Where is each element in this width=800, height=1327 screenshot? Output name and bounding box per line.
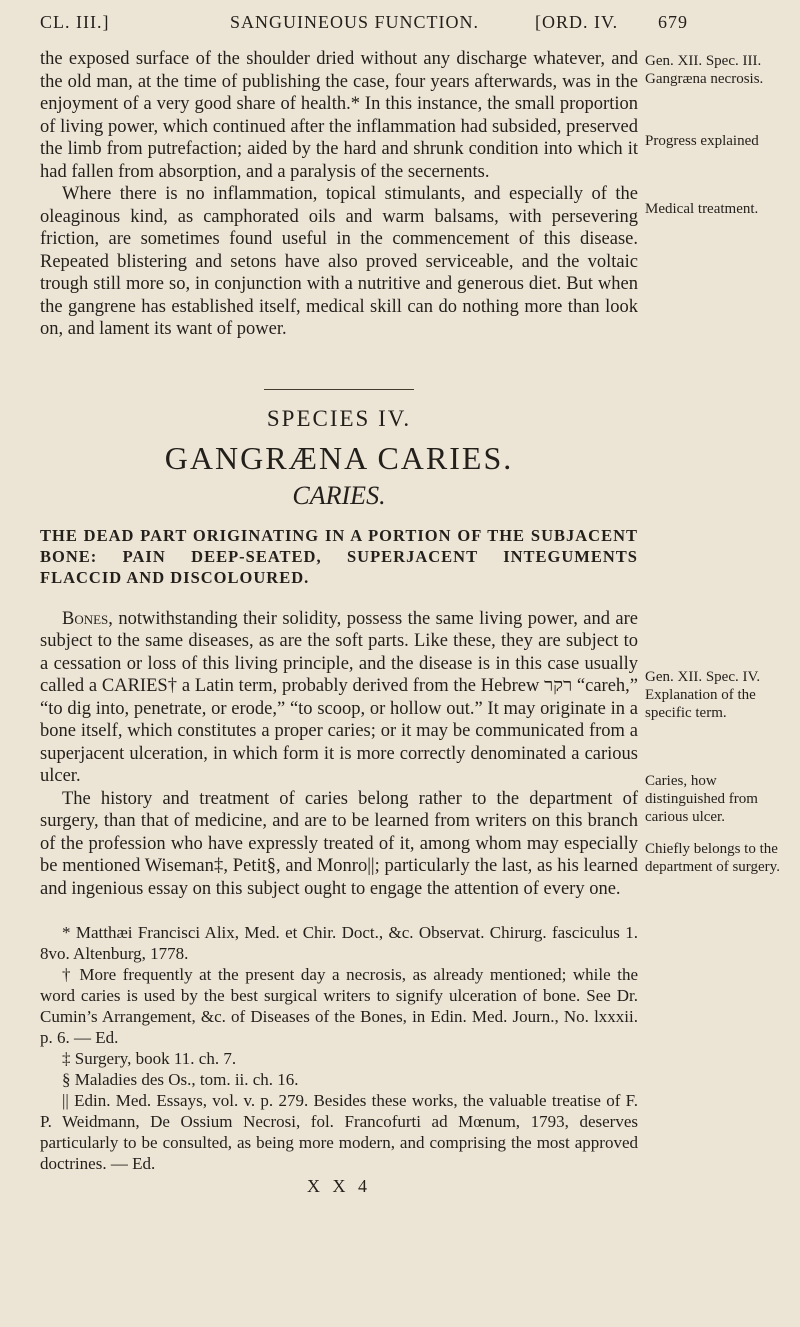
- sidenote-department-surgery: Chiefly belongs to the department of surgery.: [645, 841, 780, 875]
- running-header: [40, 12, 780, 42]
- paragraph-gangrene-case: the exposed surface of the shoulder dried without any discharge whatever, and the old man, at the time of publishing the case, four years afterwards, was in the enjoyment of a very good share of health.* In this instance, the small proportion of living power, which continued after the inflammation had subsided, preserved the limb from putrefaction; aided by the hard and shrunk condition into which it had fallen from absorption, and a paralysis of the secernents.: [40, 49, 638, 182]
- sidenote-medical-treatment: Medical treatment.: [645, 201, 759, 217]
- footnote-alix: * Matthæi Francisci Alix, Med. et Chir. Doct., &c. Observat. Chirurg. fasciculus 1. 8vo. Altenburg, 1778.: [40, 923, 638, 963]
- species-definition: THE DEAD PART ORIGINATING IN A PORTION OF THE SUBJACENT BONE: PAIN DEEP-SEATED, SUPERJACENT INTEGUMENTS FLACCID AND DISCOLOURED.: [40, 525, 638, 587]
- bones-paragraph-text: , notwithstanding their solidity, possess the same living power, and are subject to the same diseases, as are the soft parts. Like these, they are subject to a cessation or loss of this living principle, and the disease is in this case usually called a CARIES† a Latin term, probably derived from the Hebrew רקר “careh,” “to dig into, penetrate, or erode,” “to scoop, or hollow out.” It may originate in a bone itself, which constitutes a proper caries; or it may be communicated from a superjacent ulceration, in which form it is more correctly denominated a carious ulcer.: [40, 608, 639, 786]
- footnote-petit: § Maladies des Os., tom. ii. ch. 16.: [62, 1070, 299, 1089]
- caries-label: CARIES.: [292, 480, 386, 510]
- bones-lead-word: Bones: [62, 608, 109, 629]
- footnote-wiseman: ‡ Surgery, book 11. ch. 7.: [62, 1049, 237, 1068]
- paragraph-medical-treatment: Where there is no inflammation, topical stimulants, and especially of the oleaginous kind, as camphorated oils and warm balsams, with persevering friction, are sometimes found useful in the commencement of this disease. Repeated blistering and setons have also proved serviceable, and the voltaic trough still more so, in conjunction with a nutritive and generous diet. But when the gangrene has established itself, medical skill can do nothing more than look on, and lament its want of power.: [40, 184, 638, 339]
- paragraph-history-treatment: The history and treatment of caries belong rather to the department of surgery, than that of medicine, and are to be learned from writers on this branch of the profession who have expressly treated of it, among whom may especially be mentioned Wiseman‡, Petit§, and Monro||; particularly the last, as his learned and ingenious essay on this subject ought to engage the attention of every one.: [40, 788, 638, 899]
- page-number: 679: [658, 12, 688, 32]
- sidenote-progress-explained: Progress explained: [645, 133, 759, 149]
- header-title: SANGUINEOUS FUNCTION.: [230, 12, 480, 32]
- genus-heading: GANGRÆNA CARIES.: [164, 439, 514, 476]
- footnote-monro: || Edin. Med. Essays, vol. v. p. 279. Besides these works, the valuable treatise of F. P. Weidmann, De Ossium Necrosi, fol. Francofurti ad Mœnum, 1793, deserves particularly to be consulted, as being more modern, and comprising the most approved doctrines. — Ed.: [40, 1091, 638, 1173]
- paragraph-bones: [40, 608, 638, 788]
- header-chapter: CL. III.]: [40, 12, 110, 32]
- footnotes: [40, 922, 638, 1174]
- header-order: [ORD. IV.: [535, 12, 619, 32]
- sidenote-specific-term: Gen. XII. Spec. IV. Explanation of the specific term.: [645, 669, 761, 721]
- species-heading: SPECIES IV.: [266, 405, 412, 431]
- sidenote-gangraena-necrosis: Gen. XII. Spec. III. Gangræna necrosis.: [645, 53, 764, 87]
- footnote-necrosis: † More frequently at the present day a necrosis, as already mentioned; while the word caries is used by the best surgical writers to signify ulceration of bone. See Dr. Cumin’s Arrangement, &c. of Diseases of the Bones, in Edin. Med. Journ., No. lxxxii. p. 6. — Ed.: [40, 965, 638, 1047]
- sidenote-caries-distinguished: Caries, how distinguished from carious ulcer.: [645, 773, 758, 825]
- section-divider: [264, 389, 414, 390]
- signature-mark: X X 4: [307, 1176, 371, 1196]
- main-column: [40, 48, 638, 1197]
